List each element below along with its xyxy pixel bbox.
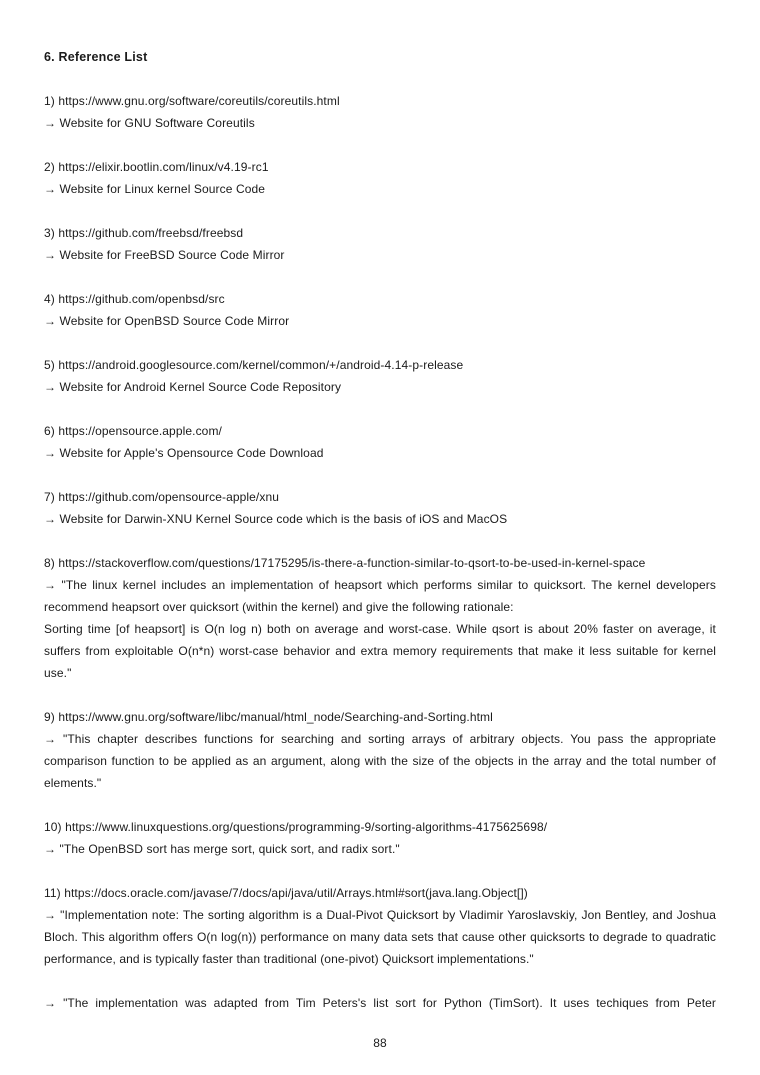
right-arrow-icon: → (44, 996, 57, 1010)
reference-number: 5) (44, 358, 55, 372)
reference-number: 11) (44, 886, 61, 900)
right-arrow-icon: → (44, 732, 57, 746)
reference-note-text: "The implementation was adapted from Tim Peters's list sort for Python (TimSort). It uses techiques from Peter (63, 996, 716, 1010)
reference-entry (44, 90, 716, 134)
right-arrow-icon: → (44, 446, 57, 460)
reference-note (44, 992, 716, 1014)
reference-number: 1) (44, 94, 55, 108)
reference-note (44, 310, 716, 332)
reference-note (44, 178, 716, 200)
reference-entry (44, 706, 716, 794)
reference-note-text: "This chapter describes functions for searching and sorting arrays of arbitrary objects. You pass the appropriate comparison function to be applied as an argument, along with the size of the objects in the array and the total number of elements." (44, 732, 716, 790)
reference-url: https://docs.oracle.com/javase/7/docs/api/java/util/Arrays.html#sort(java.lang.Object[]) (64, 886, 528, 900)
right-arrow-icon: → (44, 116, 57, 130)
reference-entry (44, 882, 716, 970)
reference-url-line (44, 706, 716, 728)
reference-note (44, 442, 716, 464)
reference-note-text: "The OpenBSD sort has merge sort, quick sort, and radix sort." (59, 842, 400, 856)
reference-url-line (44, 882, 716, 904)
reference-url: https://stackoverflow.com/questions/17175295/is-there-a-function-similar-to-qsort-to-be-used-in-kernel-space (58, 556, 646, 570)
reference-entry (44, 354, 716, 398)
reference-url-line (44, 816, 716, 838)
reference-url-line (44, 552, 716, 574)
reference-note (44, 508, 716, 530)
reference-number: 9) (44, 710, 55, 724)
reference-number: 10) (44, 820, 62, 834)
reference-note (44, 904, 716, 970)
reference-note-text: Website for GNU Software Coreutils (59, 116, 255, 130)
reference-note-text: Website for Android Kernel Source Code Repository (59, 380, 342, 394)
page-number: 88 (373, 1036, 387, 1050)
right-arrow-icon: → (44, 182, 57, 196)
reference-note-text: "The linux kernel includes an implementation of heapsort which performs similar to quicksort. The kernel developers recommend heapsort over quicksort (within the kernel) and give the following rationale: (44, 578, 716, 614)
reference-entry (44, 420, 716, 464)
reference-number: 4) (44, 292, 55, 306)
right-arrow-icon: → (44, 512, 57, 526)
reference-number: 7) (44, 490, 55, 504)
reference-entry (44, 222, 716, 266)
reference-url-line (44, 156, 716, 178)
reference-entry (44, 552, 716, 684)
reference-url: https://github.com/opensource-apple/xnu (58, 490, 280, 504)
reference-note-text: "Implementation note: The sorting algorithm is a Dual-Pivot Quicksort by Vladimir Yaroslavskiy, Jon Bentley, and Joshua Bloch. This algorithm offers O(n log(n)) performance on many data sets that cause other quicksorts to degrade to quadratic performance, and is typically faster than traditional (one-pivot) Quicksort implementations." (44, 908, 717, 966)
right-arrow-icon: → (44, 248, 57, 262)
reference-url: https://www.gnu.org/software/libc/manual/html_node/Searching-and-Sorting.html (58, 710, 493, 724)
reference-note-text: Website for Linux kernel Source Code (59, 182, 266, 196)
reference-note-text: Sorting time [of heapsort] is O(n log n) both on average and worst-case. While qsort is about 20% faster on average, it suffers from exploitable O(n*n) worst-case behavior and extra memory requirements that make it less suitable for kernel use." (44, 622, 716, 680)
reference-note-text: Website for OpenBSD Source Code Mirror (59, 314, 290, 328)
reference-url-line (44, 420, 716, 442)
reference-entry (44, 992, 716, 1014)
reference-url: https://opensource.apple.com/ (58, 424, 222, 438)
reference-number: 8) (44, 556, 55, 570)
right-arrow-icon: → (44, 380, 57, 394)
reference-url: https://android.googlesource.com/kernel/common/+/android-4.14-p-release (58, 358, 464, 372)
section-heading: 6. Reference List (44, 50, 148, 64)
reference-url: https://www.linuxquestions.org/questions/programming-9/sorting-algorithms-4175625698/ (65, 820, 548, 834)
reference-note (44, 112, 716, 134)
reference-url-line (44, 486, 716, 508)
reference-entry (44, 288, 716, 332)
reference-url: https://elixir.bootlin.com/linux/v4.19-rc1 (58, 160, 269, 174)
reference-note (44, 618, 716, 684)
reference-url-line (44, 354, 716, 376)
reference-url: https://www.gnu.org/software/coreutils/coreutils.html (58, 94, 340, 108)
reference-entry (44, 816, 716, 860)
reference-note-text: Website for FreeBSD Source Code Mirror (59, 248, 285, 262)
right-arrow-icon: → (44, 314, 57, 328)
reference-url-line (44, 288, 716, 310)
reference-entry (44, 156, 716, 200)
reference-entry (44, 486, 716, 530)
reference-note (44, 244, 716, 266)
reference-note (44, 838, 716, 860)
reference-list (44, 90, 716, 1014)
right-arrow-icon: → (44, 908, 57, 922)
reference-number: 2) (44, 160, 55, 174)
reference-url-line (44, 90, 716, 112)
reference-note (44, 574, 716, 618)
right-arrow-icon: → (44, 578, 57, 592)
reference-url: https://github.com/openbsd/src (58, 292, 225, 306)
reference-note (44, 728, 716, 794)
right-arrow-icon: → (44, 842, 57, 856)
reference-number: 3) (44, 226, 55, 240)
reference-note-text: Website for Apple's Opensource Code Download (59, 446, 324, 460)
reference-url: https://github.com/freebsd/freebsd (58, 226, 244, 240)
reference-url-line (44, 222, 716, 244)
reference-note-text: Website for Darwin-XNU Kernel Source code which is the basis of iOS and MacOS (59, 512, 508, 526)
reference-number: 6) (44, 424, 55, 438)
reference-note (44, 376, 716, 398)
